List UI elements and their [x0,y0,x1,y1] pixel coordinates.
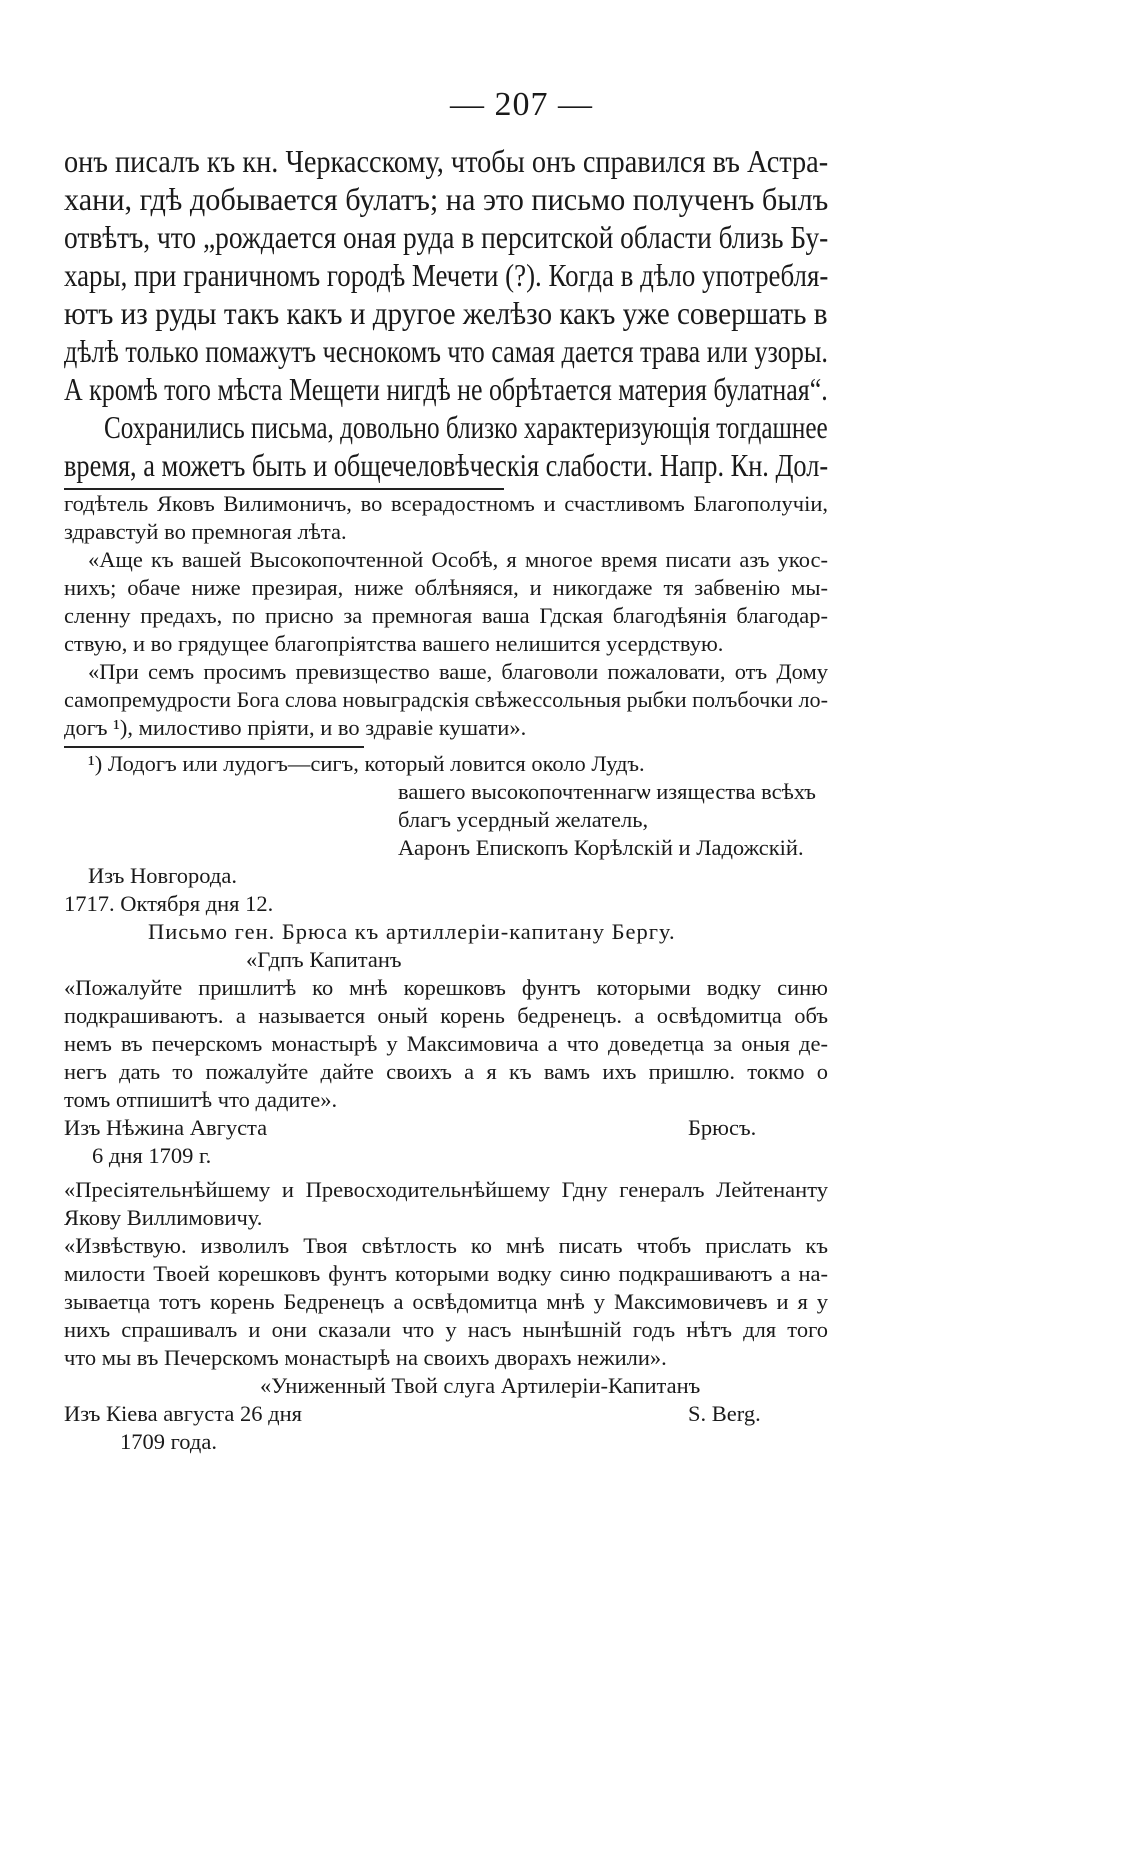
letter-line: «Аще къ вашей Высокопочтенной Особѣ, я многое время писати азъ укос- [88,547,828,572]
letter-line: «Гдпъ Капитанъ [246,947,402,972]
letter-line: самопремудрости Бога слова новыградскія свѣжессольныя рыбки полъбочки ло- [64,687,829,712]
letter-place: Изъ Новгорода. [88,863,237,888]
letter-date: 6 дня 1709 г. [92,1143,212,1168]
signature-line: Ааронъ Епископъ Корѣлскій и Ладожскій. [398,835,804,860]
letter-line: томъ отпишитѣ что дадите». [64,1087,338,1112]
footnote-rule [64,746,364,748]
letter-line: сленну предахъ, по присно за премногая ваша Гдская благодѣянія благодар- [64,603,828,628]
letter-line: негъ дать то пожалуйте дайте своихъ а я къ вамъ ихъ пришлю. токмо о [64,1059,828,1084]
letter-line: немъ въ печерскомъ монастырѣ у Максимовича а что доведетца за оныя де- [64,1031,828,1056]
letter-line: «Извѣствую. изволилъ Твоя свѣтлость ко мнѣ писать чтобъ прислать къ [64,1233,828,1258]
main-text-line: хары, при граничномъ городѣ Мечети (?). Когда в дѣло употребля- [64,258,829,293]
letter-line: нихъ; обаче ниже презирая, ниже облѣняяся, и никогдаже тя забвенію мы- [64,575,828,600]
letter-line: ствую, и во грядущее благопріятства вашего нелишится усердствую. [64,631,724,656]
letter-line: милости Твоей корешковъ фунтъ которыми водку синю подкрашиваютъ а на- [64,1261,828,1286]
main-text-line: время, а можетъ быть и общечеловѣческія слабости. Напр. Кн. Дол- [64,448,829,483]
main-text-line: ютъ из руды такъ какъ и другое желѣзо какъ уже совершать в [64,296,828,331]
main-text-line: дѣлѣ только помажутъ чеснокомъ что самая дается трава или узоры. [64,334,828,369]
letter-place: Изъ Нѣжина Августа [64,1115,268,1140]
letter-line: что мы въ Печерскомъ монастырѣ на своихъ дворахъ нежили». [64,1345,667,1370]
letter-date: 1709 года. [120,1429,217,1454]
letter-place: Изъ Кіева августа 26 дня [64,1401,302,1426]
letter-date: 1717. Октября дня 12. [64,891,274,916]
letter-line: зываетца тотъ корень Бедренецъ а освѣдомитца мнѣ у Максимовичевъ и я у [64,1289,828,1314]
letter-line: подкрашиваютъ. а называется оный корень бедренецъ. а освѣдомитца объ [64,1003,828,1028]
page-number: — 207 — [450,86,593,123]
letter-line: «Пресіятельнѣйшему и Превосходительнѣйшему Гдну генералъ Лейтенанту [64,1177,828,1202]
letter-signature: S. Berg. [688,1401,761,1426]
main-text-line: Сохранились письма, довольно близко характеризующія тогдашнее [104,410,828,445]
letter-line: годѣтель Яковъ Вилимоничъ, во всерадостномъ и счастливомъ Благополучіи, [64,491,828,516]
letter-line: Якову Виллимовичу. [64,1205,263,1230]
signature-line: благъ усердный желатель, [398,807,649,832]
footnote: ¹) Лодогъ или лудогъ—сигъ, который ловится около Лудъ. [88,751,645,776]
letter-line: «Пожалуйте пришлитѣ ко мнѣ корешковъ фунтъ которыми водку синю [64,975,828,1000]
letter-line: догъ ¹), милостиво пріяти, и во здравіе кушати». [64,715,527,740]
letter-line: здравстуй во премногая лѣта. [64,519,347,544]
letter-line: «При семъ просимъ превизщество ваше, благоволи пожаловати, отъ Дому [88,659,828,684]
main-text-line: онъ писалъ къ кн. Черкасскому, чтобы онъ справился въ Астра- [64,144,829,179]
main-text-line: хани, гдѣ добывается булатъ; на это письмо полученъ былъ [64,182,829,217]
main-text-line: отвѣтъ, что „рождается оная руда в перситской области близь Бу- [64,220,829,255]
letter-title: Письмо ген. Брюса къ артиллеріи-капитану Бергу. [148,919,676,944]
letter-signature: Брюсъ. [688,1115,757,1140]
letter-line: «Униженный Твой слуга Артилеріи-Капитанъ [260,1373,701,1398]
letter-line: нихъ спрашивалъ и они сказали что у насъ нынѣшній годъ нѣтъ для того [64,1317,828,1342]
main-text-line: А кромѣ того мѣста Мещети нигдѣ не обрѣтается материя булатная“. [64,372,828,407]
signature-line: вашего высокопочтеннагѡ изящества всѣхъ [398,779,816,804]
